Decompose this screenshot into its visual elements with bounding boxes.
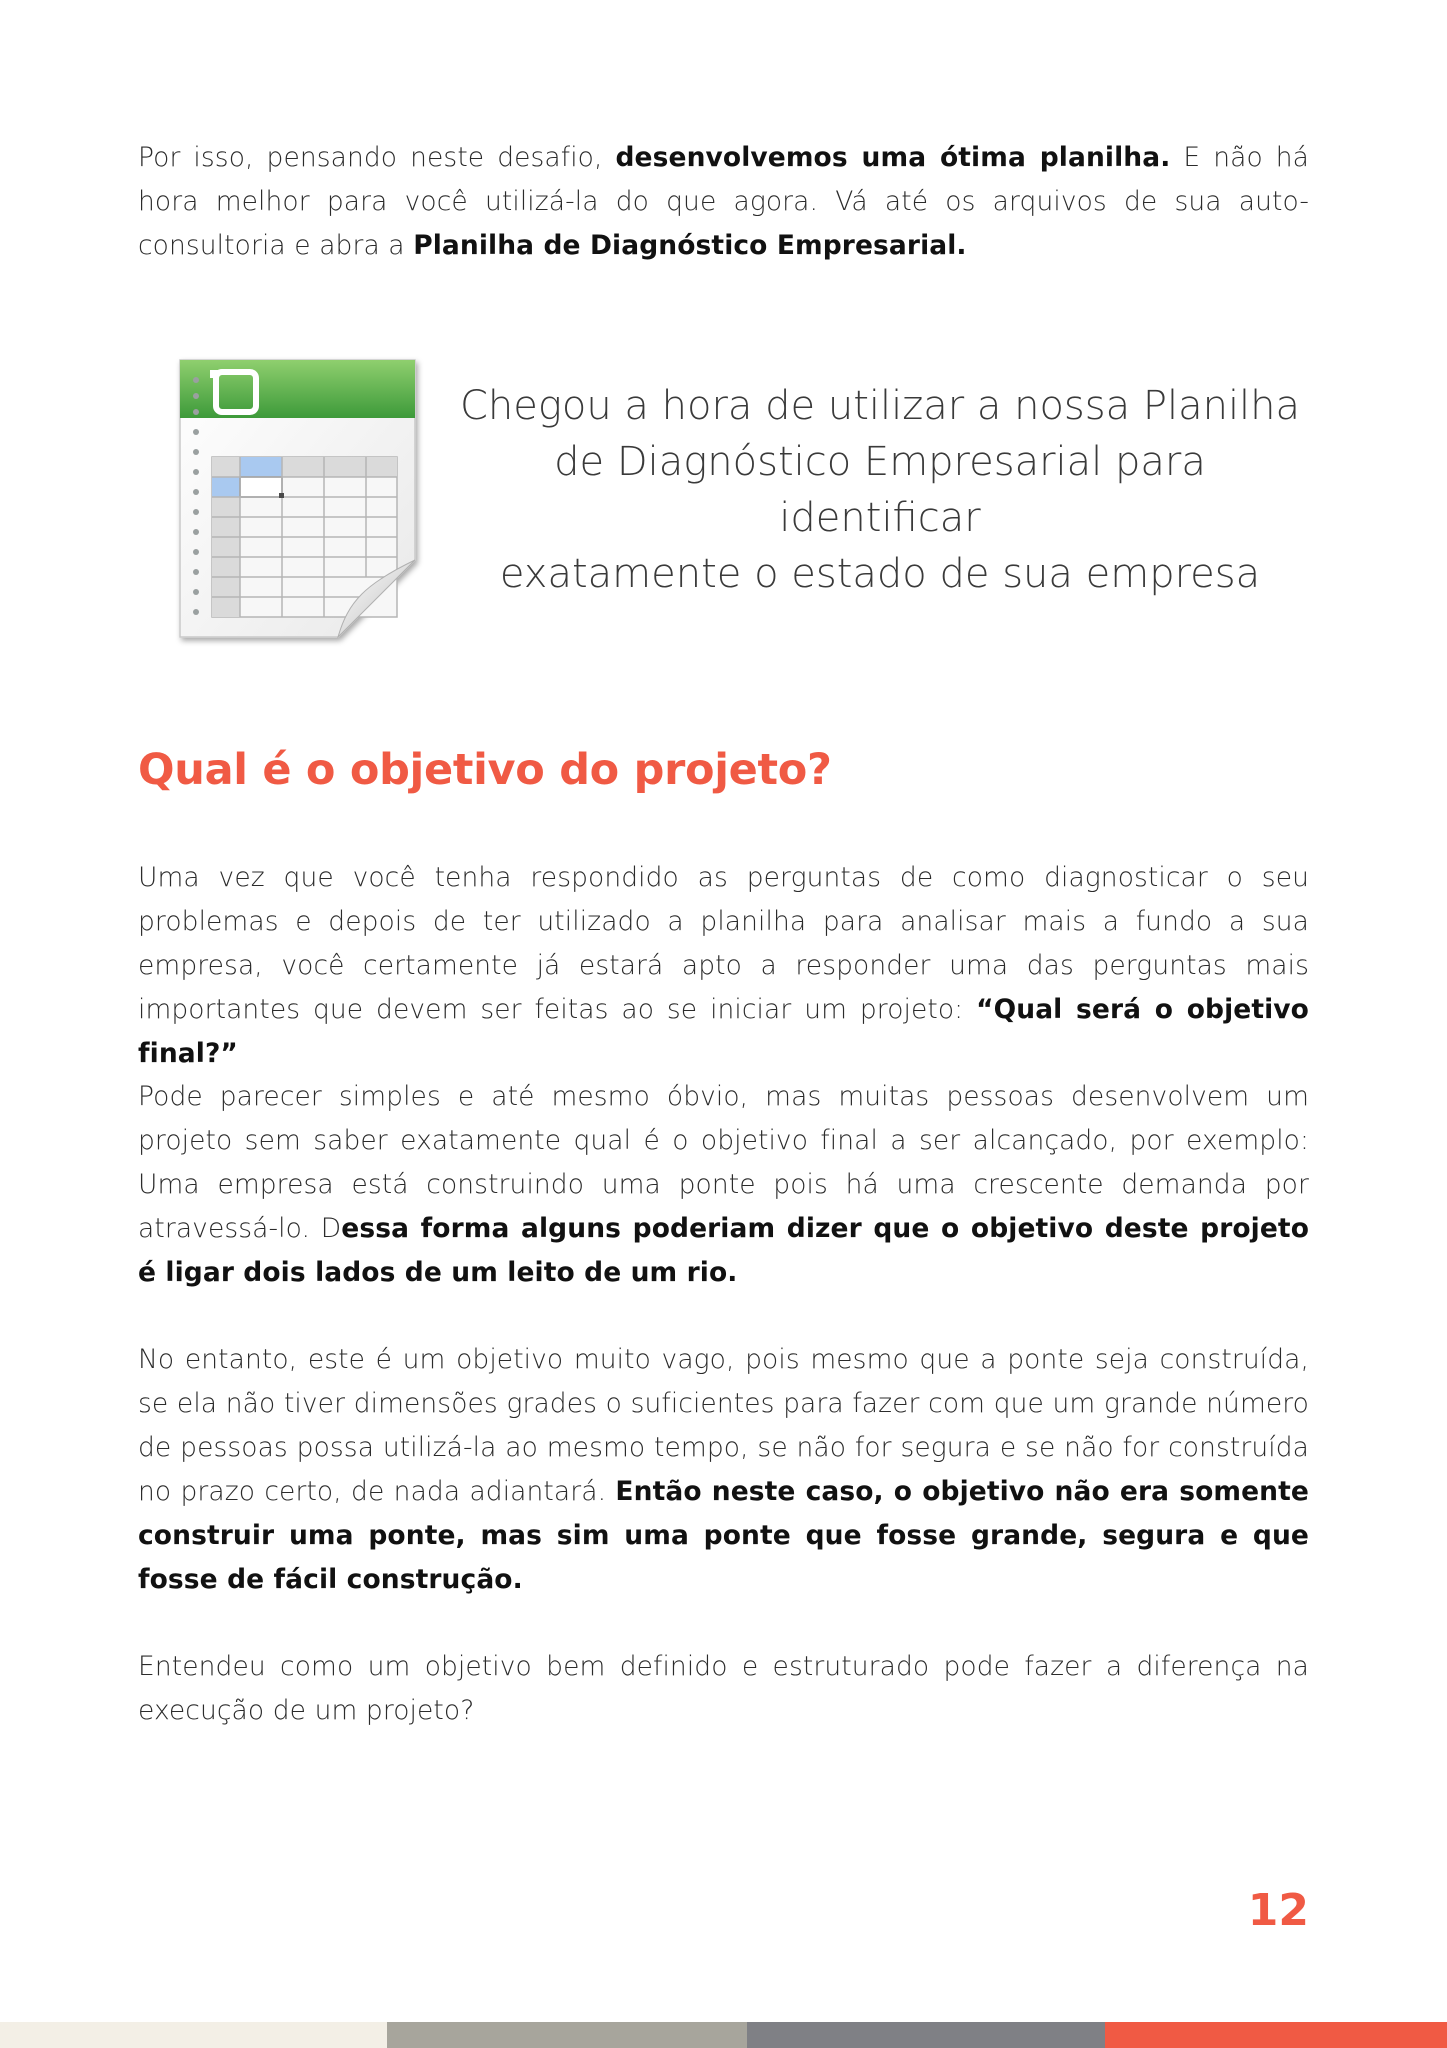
callout-text: Chegou a hora de utilizar a nossa Planilha de Diagnóstico Empresarial para identificar exatamente o estado de sua empresa	[459, 383, 1301, 597]
intro-paragraph: Por isso, pensando neste desafio, desenvolvemos uma ótima planilha. E não há hora melhor para você utilizá-la do que agora. Vá até os arquivos de sua auto-consultoria e abra a Planilha de Diagnóstico Empresarial.	[138, 142, 1309, 261]
intro-bold-1: desenvolvemos uma ótima planilha.	[615, 142, 1171, 173]
section-heading: Qual é o objetivo do projeto?	[138, 745, 832, 795]
footer-color-bar	[0, 2022, 1447, 2048]
footer-segment	[0, 2022, 387, 2048]
footer-segment	[747, 2022, 1105, 2048]
page-number: 12	[1247, 1885, 1309, 1936]
spreadsheet-icon	[170, 352, 430, 652]
paragraph-2: Pode parecer simples e até mesmo óbvio, mas muitas pessoas desenvolvem um projeto sem saber exatamente qual é o objetivo final a ser alcançado, por exemplo: Uma empresa está construindo uma ponte pois há uma crescente demanda por atravessá-lo. Dessa forma alguns poderiam dizer que o objetivo deste projeto é ligar dois lados de um leito de um rio.	[138, 1081, 1310, 1288]
intro-bold-2: Planilha de Diagnóstico Empresarial.	[413, 230, 967, 261]
paragraph-3: No entanto, este é um objetivo muito vago, pois mesmo que a ponte seja construída, se ela não tiver dimensões grades o suficientes para fazer com que um grande número de pessoas possa utilizá-la ao mesmo tempo, se não for segura e se não for construída no prazo certo, de nada adiantará. Então neste caso, o objetivo não era somente construir uma ponte, mas sim uma ponte que fosse grande, segura e que fosse de fácil construção.	[138, 1344, 1309, 1595]
footer-segment	[1105, 2022, 1447, 2048]
paragraph-1: Uma vez que você tenha respondido as perguntas de como diagnosticar o seu problemas e depois de ter utilizado a planilha para analisar mais a fundo a sua empresa, você certamente já estará apto a responder uma das perguntas mais importantes que devem ser feitas ao se iniciar um projeto: “Qual será o objetivo final?”	[138, 862, 1309, 1069]
footer-segment	[387, 2022, 747, 2048]
paragraph-4: Entendeu como um objetivo bem definido e estruturado pode fazer a diferença na execução de um projeto?	[138, 1651, 1309, 1726]
